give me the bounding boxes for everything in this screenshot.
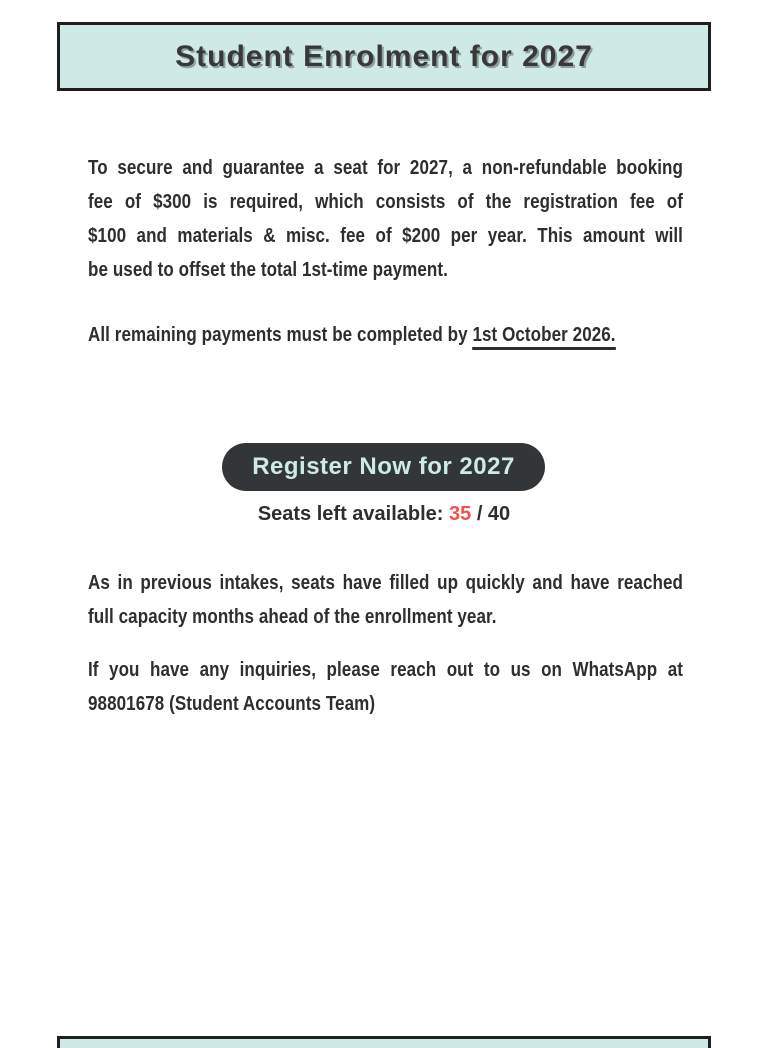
seats-total: / 40: [471, 503, 511, 525]
paragraph-line: As in previous intakes, seats have filled up quickly and have reached: [88, 572, 683, 594]
page-title: Student Enrolment for 2027: [175, 39, 593, 73]
seats-availability-line: [0, 497, 768, 531]
paragraph-line: full capacity months ahead of the enrollment year.: [88, 606, 497, 628]
paragraph-line: 98801678 (Student Accounts Team): [88, 693, 376, 715]
register-button[interactable]: [222, 443, 545, 491]
deadline-paragraph: [88, 318, 683, 352]
seats-label: Seats left available:: [257, 503, 450, 525]
header-box: [57, 22, 711, 91]
paragraph-line: be used to offset the total 1st-time payment.: [88, 259, 448, 281]
paragraph-line: To secure and guarantee a seat for 2027, a non-refundable booking: [88, 157, 683, 179]
next-section-header-peek: [57, 1036, 711, 1048]
register-button-label: Register Now for 2027: [252, 453, 515, 480]
contact-note-paragraph: [88, 653, 683, 721]
deadline-date: 1st October 2026.: [472, 324, 615, 350]
paragraph-line: If you have any inquiries, please reach out to us on WhatsApp at: [88, 659, 683, 681]
paragraph-line: [88, 318, 683, 352]
seats-count: 35: [449, 503, 472, 525]
paragraph-line: fee of $300 is required, which consists of the registration fee of: [88, 191, 683, 213]
capacity-note-paragraph: [88, 566, 683, 634]
paragraph-line: $100 and materials & misc. fee of $200 per year. This amount will: [88, 225, 683, 247]
deadline-text: All remaining payments must be completed by: [88, 324, 473, 346]
intro-paragraph: [88, 151, 683, 287]
